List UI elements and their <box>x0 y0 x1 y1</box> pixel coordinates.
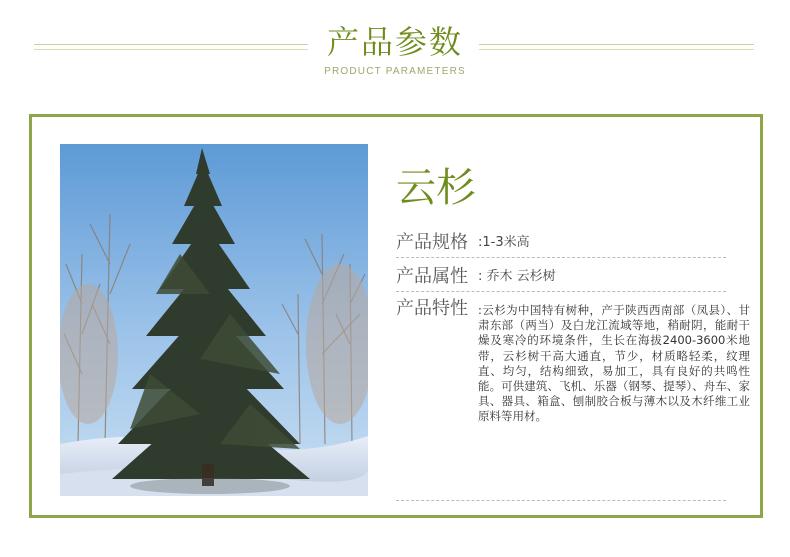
product-name: 云杉 <box>396 165 476 211</box>
section-subtitle: PRODUCT PARAMETERS <box>324 66 466 77</box>
row-divider <box>396 500 726 501</box>
spec-value: :1-3米高 <box>478 235 530 250</box>
attribute-label: 产品属性 <box>396 266 468 287</box>
product-photo <box>60 144 368 496</box>
row-divider <box>396 291 726 292</box>
section-title: 产品参数 <box>326 23 463 61</box>
feature-description: :云杉为中国特有树种，产于陕西西南部（凤县）、甘肃东部（两当）及白龙江流域等地，稍耐阴，能耐干燥及寒冷的环境条件，生长在海拔2400-3600米地带，云杉树干高大通直，节少，材质略轻柔，纹理直、均匀，结构细致，易加工，具有良好的共鸣性能。可供建筑、飞机、乐器（钢琴、提琴）、舟车、家具、器具、箱盒、刨制胶合板与薄木以及木纤维工业原料等用材。 <box>478 303 750 424</box>
feature-label: 产品特性 <box>396 298 468 319</box>
row-divider <box>396 257 726 258</box>
spec-label: 产品规格 <box>396 232 468 253</box>
attribute-value: : 乔木 云杉树 <box>478 269 556 284</box>
